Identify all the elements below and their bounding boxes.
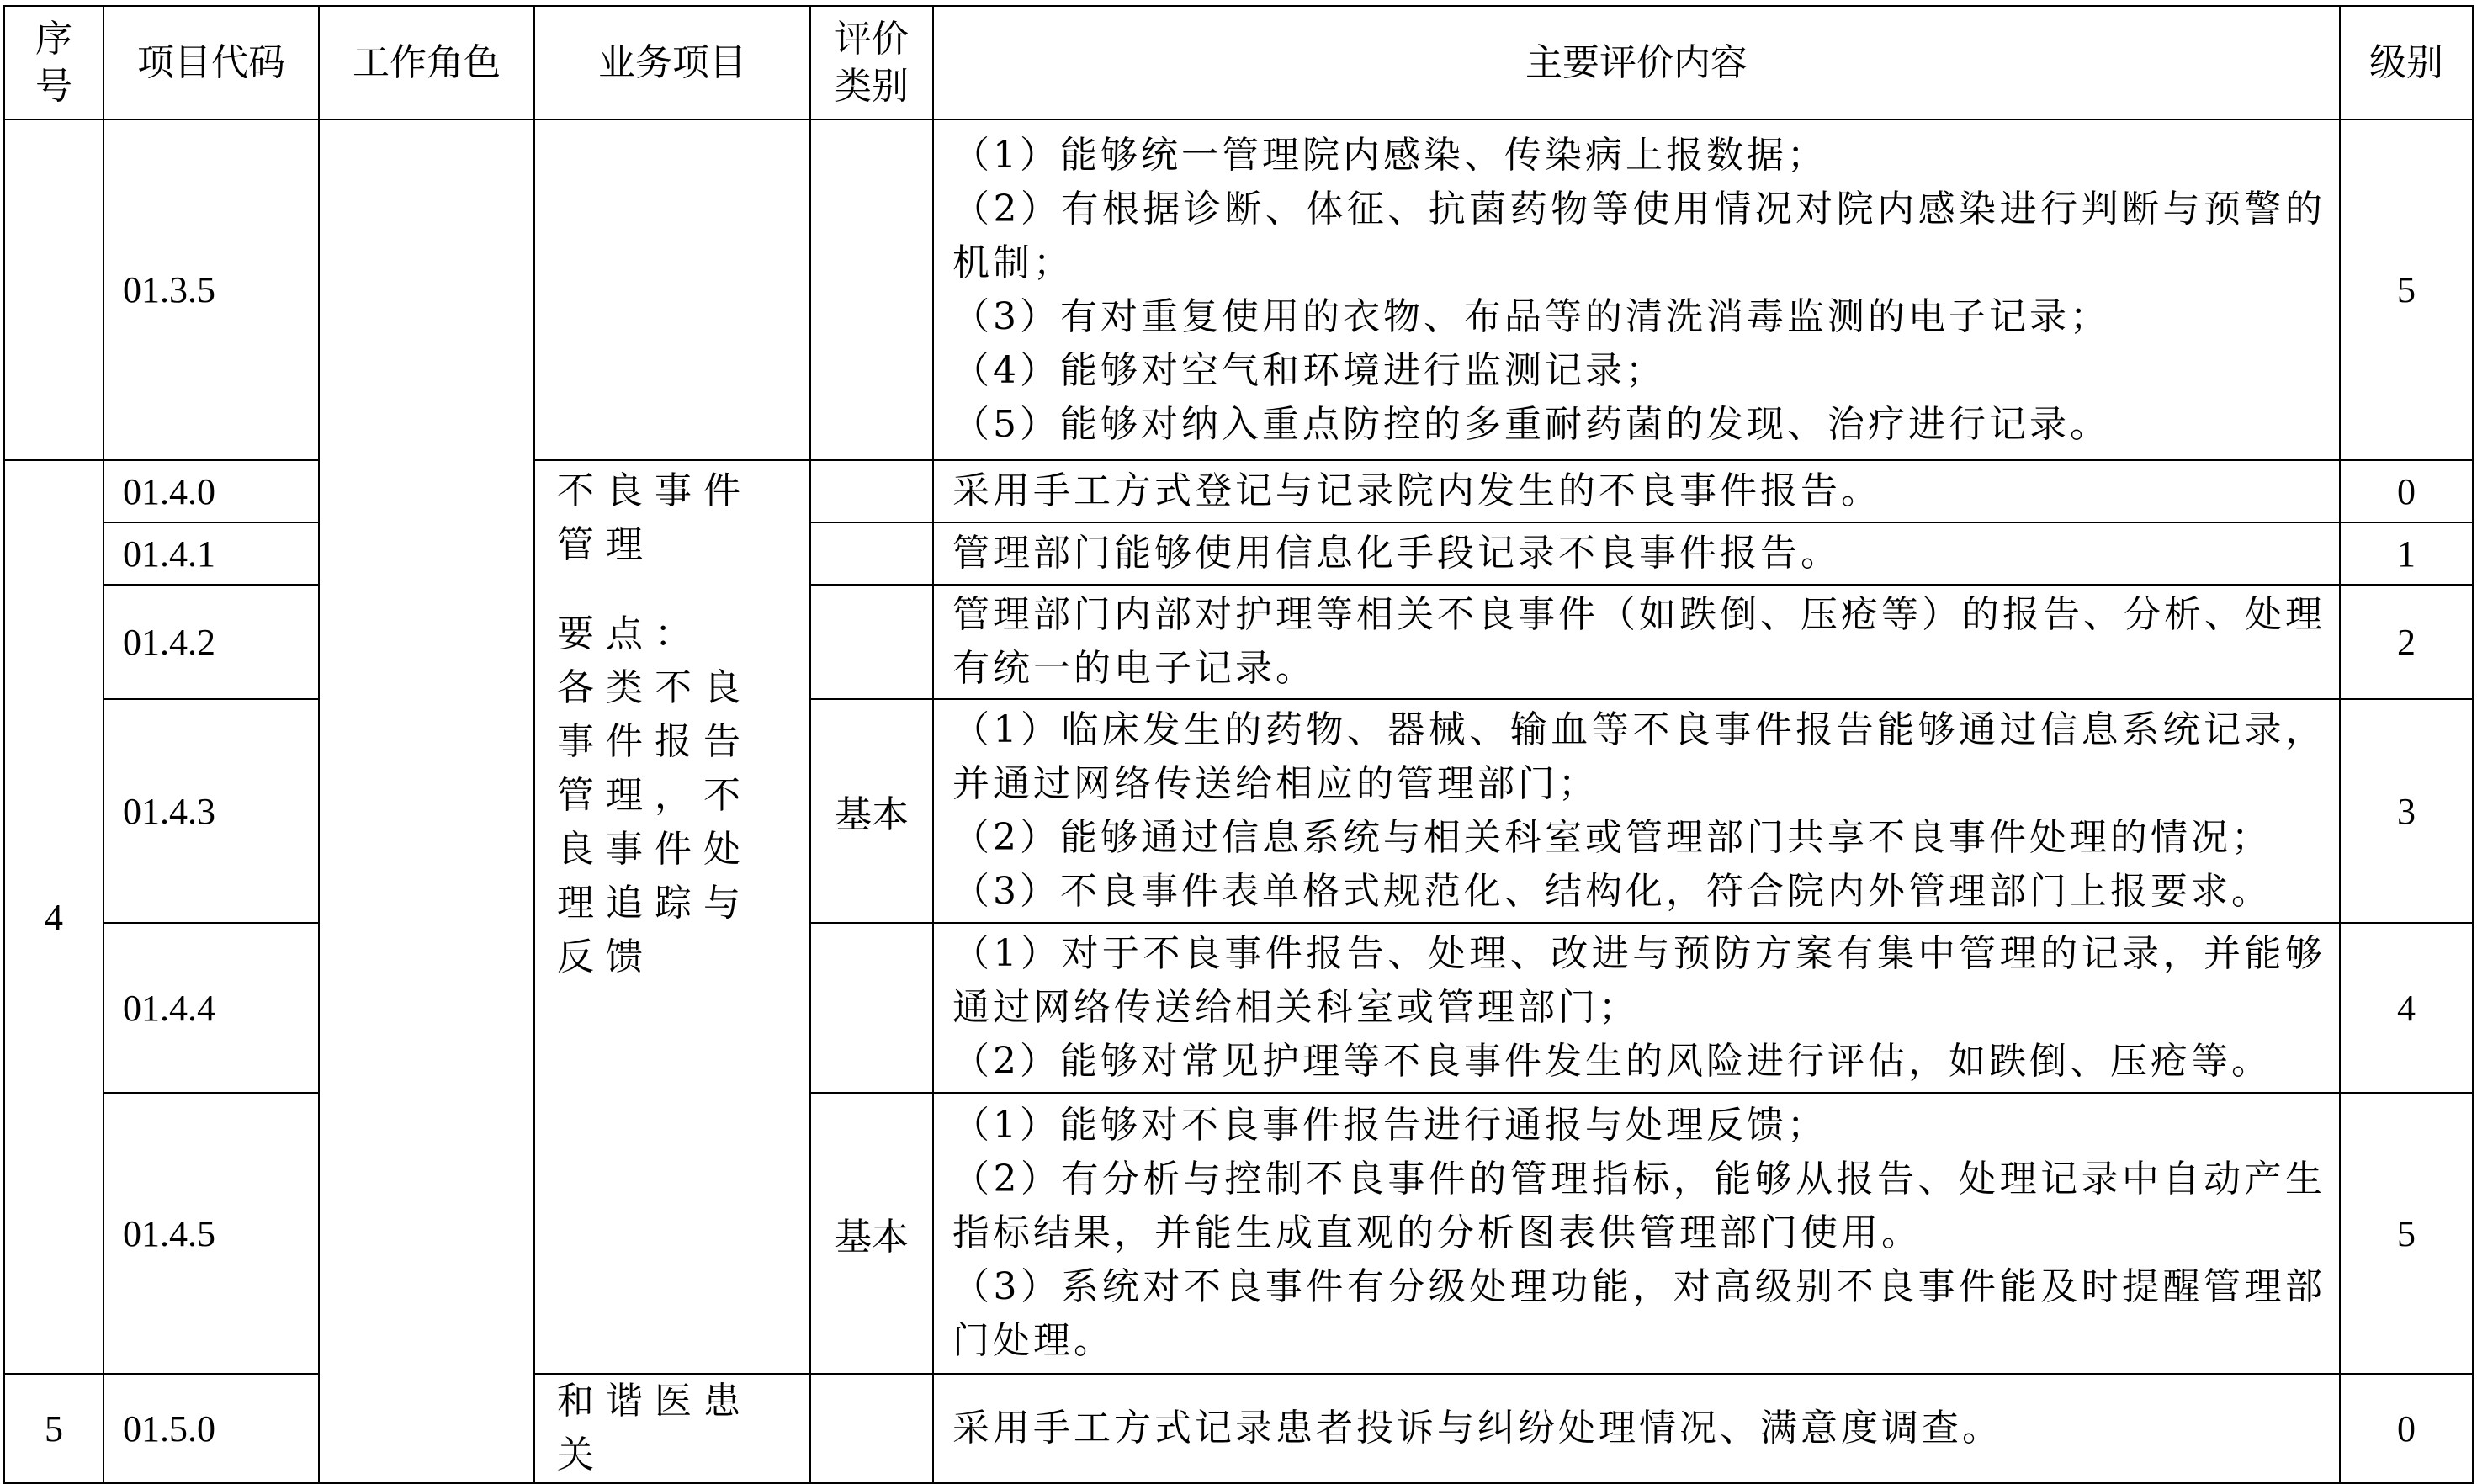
header-row bbox=[4, 6, 2473, 119]
level-cell: 4 bbox=[2340, 923, 2473, 1093]
table-row bbox=[4, 119, 2473, 460]
content-line: 采用手工方式记录患者投诉与纠纷处理情况、满意度调查。 bbox=[952, 1407, 2002, 1450]
level-cell: 1 bbox=[2340, 522, 2473, 585]
item-cell bbox=[534, 460, 810, 1374]
item-name: 和谐医患关 bbox=[557, 1380, 752, 1476]
content-line: （3）系统对不良事件有分级处理功能，对高级别不良事件能及时提醒管理部门处理。 bbox=[952, 1265, 2326, 1362]
level-cell: 2 bbox=[2340, 585, 2473, 699]
content-line: （2）有根据诊断、体征、抗菌药物等使用情况对院内感染进行判断与预警的机制； bbox=[952, 187, 2326, 284]
level-cell: 5 bbox=[2340, 1093, 2473, 1374]
seq-cell-empty bbox=[4, 119, 103, 460]
header-role: 工作角色 bbox=[319, 6, 534, 119]
content-line: （1）能够对不良事件报告进行通报与处理反馈； bbox=[952, 1104, 1827, 1147]
content-cell bbox=[933, 585, 2340, 699]
category-cell bbox=[810, 1374, 933, 1483]
content-line: （3）有对重复使用的衣物、布品等的清洗消毒监测的电子记录； bbox=[952, 294, 2110, 338]
header-seq: 序号 bbox=[4, 6, 103, 119]
evaluation-table bbox=[3, 5, 2474, 1484]
content-line: （2）能够对常见护理等不良事件发生的风险进行评估，如跌倒、压疮等。 bbox=[952, 1040, 2272, 1083]
content-line: 采用手工方式登记与记录院内发生的不良事件报告。 bbox=[952, 469, 1881, 512]
category-cell bbox=[810, 460, 933, 522]
content-line: （2）能够通过信息系统与相关科室或管理部门共享不良事件处理的情况； bbox=[952, 816, 2272, 859]
category-cell bbox=[810, 585, 933, 699]
header-category: 评价类别 bbox=[810, 6, 933, 119]
content-cell bbox=[933, 460, 2340, 522]
code-cell: 01.5.0 bbox=[103, 1374, 319, 1483]
code-cell: 01.4.2 bbox=[103, 585, 319, 699]
level-cell: 3 bbox=[2340, 699, 2473, 923]
level-cell: 0 bbox=[2340, 460, 2473, 522]
category-cell: 基本 bbox=[810, 1093, 933, 1374]
content-cell bbox=[933, 522, 2340, 585]
header-code: 项目代码 bbox=[103, 6, 319, 119]
content-line: （5）能够对纳入重点防控的多重耐药菌的发现、治疗进行记录。 bbox=[952, 402, 2110, 446]
role-cell bbox=[319, 119, 534, 1483]
content-cell bbox=[933, 923, 2340, 1093]
content-cell bbox=[933, 1374, 2340, 1483]
code-cell: 01.3.5 bbox=[103, 119, 319, 460]
item-cell-empty bbox=[534, 119, 810, 460]
content-line: （1）对于不良事件报告、处理、改进与预防方案有集中管理的记录，并能够通过网络传送给相关科室或管理部门； bbox=[952, 932, 2326, 1029]
content-cell bbox=[933, 699, 2340, 923]
level-cell: 5 bbox=[2340, 119, 2473, 460]
level-cell: 0 bbox=[2340, 1374, 2473, 1483]
code-cell: 01.4.3 bbox=[103, 699, 319, 923]
category-cell bbox=[810, 923, 933, 1093]
content-cell bbox=[933, 119, 2340, 460]
header-level: 级别 bbox=[2340, 6, 2473, 119]
category-cell bbox=[810, 119, 933, 460]
code-cell: 01.4.4 bbox=[103, 923, 319, 1093]
header-item: 业务项目 bbox=[534, 6, 810, 119]
content-cell bbox=[933, 1093, 2340, 1374]
content-line: （4）能够对空气和环境进行监测记录； bbox=[952, 348, 1666, 392]
content-line: 管理部门内部对护理等相关不良事件（如跌倒、压疮等）的报告、分析、处理有统一的电子记录。 bbox=[952, 593, 2326, 690]
content-line: （3）不良事件表单格式规范化、结构化，符合院内外管理部门上报要求。 bbox=[952, 870, 2272, 913]
seq-cell: 5 bbox=[4, 1374, 103, 1483]
item-points: 各类不良事件报告管理，不良事件处理追踪与反馈 bbox=[557, 666, 752, 978]
seq-cell: 4 bbox=[4, 460, 103, 1374]
header-content: 主要评价内容 bbox=[933, 6, 2340, 119]
code-cell: 01.4.5 bbox=[103, 1093, 319, 1374]
content-line: （2）有分析与控制不良事件的管理指标，能够从报告、处理记录中自动产生指标结果，并能生成直观的分析图表供管理部门使用。 bbox=[952, 1158, 2326, 1254]
category-cell: 基本 bbox=[810, 699, 933, 923]
item-name: 不良事件管理 bbox=[557, 469, 752, 566]
code-cell: 01.4.0 bbox=[103, 460, 319, 522]
item-points-label: 要点： bbox=[557, 612, 703, 655]
content-line: （1）临床发生的药物、器械、输血等不良事件报告能够通过信息系统记录，并通过网络传送给相应的管理部门； bbox=[952, 708, 2326, 805]
category-cell bbox=[810, 522, 933, 585]
content-line: （1）能够统一管理院内感染、传染病上报数据； bbox=[952, 133, 1827, 177]
content-line: 管理部门能够使用信息化手段记录不良事件报告。 bbox=[952, 532, 1841, 575]
item-cell bbox=[534, 1374, 810, 1483]
code-cell: 01.4.1 bbox=[103, 522, 319, 585]
